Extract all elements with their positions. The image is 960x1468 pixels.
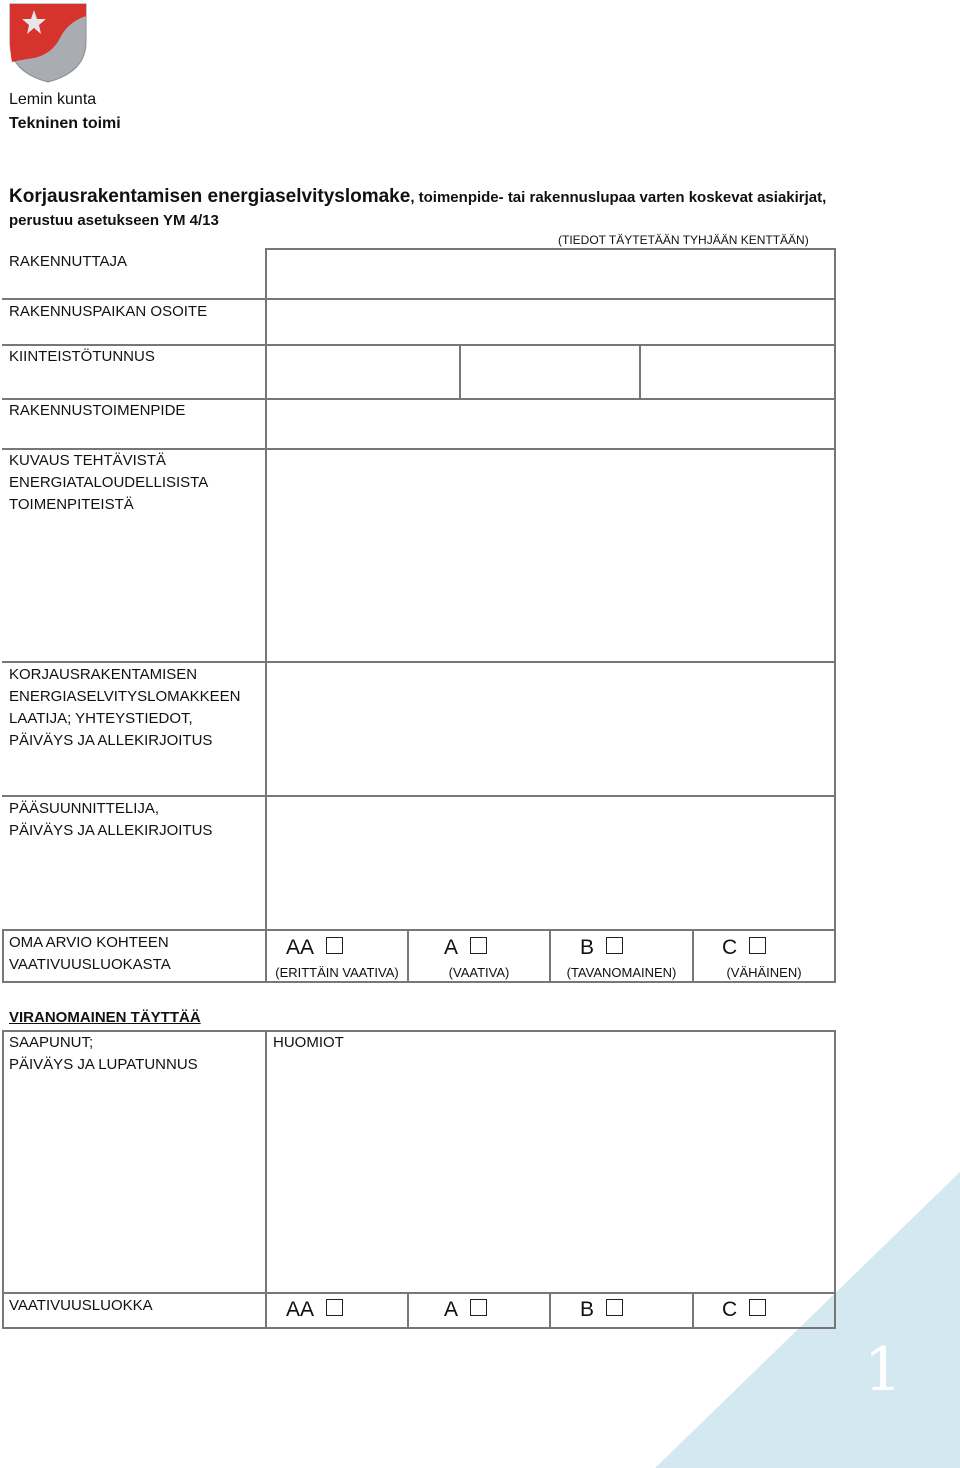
rakennuttaja-field[interactable] (267, 250, 833, 297)
label-line: OMA ARVIO KOHTEEN (9, 934, 169, 951)
checkbox[interactable] (749, 1299, 766, 1316)
label-line: KUVAUS TEHTÄVISTÄ (9, 452, 166, 469)
authority-option-a[interactable] (444, 1298, 487, 1322)
org-name: Lemin kunta (9, 91, 97, 108)
label-kiinteistotunnus: KIINTEISTÖTUNNUS (9, 348, 155, 365)
form-title-rest: , toimenpide- tai rakennuslupaa varten koskevat asiakirjat, perustuu asetukseen YM 4/13 (9, 189, 827, 229)
label-line: VAATIVUUSLUOKASTA (9, 956, 171, 973)
organization-header (9, 88, 121, 136)
label-paasuunnittelija (9, 798, 212, 842)
checkbox[interactable] (606, 1299, 623, 1316)
label-vaativuusluokka: VAATIVUUSLUOKKA (9, 1297, 153, 1314)
label-line: ENERGIATALOUDELLISISTA (9, 474, 209, 491)
form-title (9, 185, 829, 232)
label-kuvaus (9, 450, 208, 516)
osoite-field[interactable] (267, 300, 833, 343)
huomiot-field[interactable] (267, 1056, 833, 1290)
label-line: PÄIVÄYS JA LUPATUNNUS (9, 1056, 198, 1073)
fill-instruction-note: (TIEDOT TÄYTETÄÄN TYHJÄÄN KENTTÄÄN) (558, 233, 809, 247)
option-code: B (580, 1298, 595, 1321)
laatija-field[interactable] (267, 663, 833, 794)
label-line: PÄIVÄYS JA ALLEKIRJOITUS (9, 732, 213, 749)
authority-heading: VIRANOMAINEN TÄYTTÄÄ (9, 1009, 201, 1026)
option-code: A (444, 936, 459, 959)
option-b[interactable] (580, 936, 623, 960)
option-c[interactable] (722, 936, 766, 960)
label-saapunut (9, 1032, 198, 1076)
coat-of-arms-logo (8, 2, 88, 84)
option-code: C (722, 1298, 738, 1321)
label-line: KORJAUSRAKENTAMISEN (9, 666, 198, 683)
checkbox[interactable] (326, 1299, 343, 1316)
option-a[interactable] (444, 936, 487, 960)
checkbox[interactable] (749, 937, 766, 954)
label-line: PÄÄSUUNNITTELIJA, (9, 800, 160, 817)
kiinteistotunnus-field-1[interactable] (267, 346, 458, 397)
label-rakennuttaja: RAKENNUTTAJA (9, 253, 128, 270)
kiinteistotunnus-field-3[interactable] (641, 346, 833, 397)
label-line: SAAPUNUT; (9, 1034, 94, 1051)
option-desc-a: (VAATIVA) (448, 965, 510, 980)
checkbox[interactable] (470, 1299, 487, 1316)
department-name: Tekninen toimi (9, 115, 121, 132)
kiinteistotunnus-field-2[interactable] (461, 346, 638, 397)
label-rakennustoimenpide: RAKENNUSTOIMENPIDE (9, 402, 186, 419)
checkbox[interactable] (606, 937, 623, 954)
option-desc-aa: (ERITTÄIN VAATIVA) (275, 965, 399, 980)
authority-option-c[interactable] (722, 1298, 766, 1322)
authority-option-aa[interactable] (286, 1298, 343, 1322)
page-number: 1 (864, 1335, 903, 1405)
label-huomiot: HUOMIOT (273, 1034, 344, 1051)
label-line: ENERGIASELVITYSLOMAKKEEN (9, 688, 241, 705)
form-title-main: Korjausrakentamisen energiaselvityslomake (9, 186, 411, 207)
label-oma-arvio (9, 932, 171, 976)
checkbox[interactable] (326, 937, 343, 954)
label-line: LAATIJA; YHTEYSTIEDOT, (9, 710, 193, 727)
option-code: B (580, 936, 595, 959)
toimenpide-field[interactable] (267, 400, 833, 447)
paasuunnittelija-field[interactable] (267, 797, 833, 928)
label-laatija (9, 664, 240, 752)
option-code: A (444, 1298, 459, 1321)
authority-option-b[interactable] (580, 1298, 623, 1322)
option-aa[interactable] (286, 936, 343, 960)
option-code: C (722, 936, 738, 959)
option-code: AA (286, 1298, 315, 1321)
label-rakennuspaikan-osoite: RAKENNUSPAIKAN OSOITE (9, 303, 208, 320)
checkbox[interactable] (470, 937, 487, 954)
label-line: TOIMENPITEISTÄ (9, 496, 134, 513)
label-line: PÄIVÄYS JA ALLEKIRJOITUS (9, 822, 213, 839)
kuvaus-field[interactable] (267, 450, 833, 660)
option-desc-b: (TAVANOMAINEN) (566, 965, 677, 980)
option-code: AA (286, 936, 315, 959)
option-desc-c: (VÄHÄINEN) (726, 965, 802, 980)
